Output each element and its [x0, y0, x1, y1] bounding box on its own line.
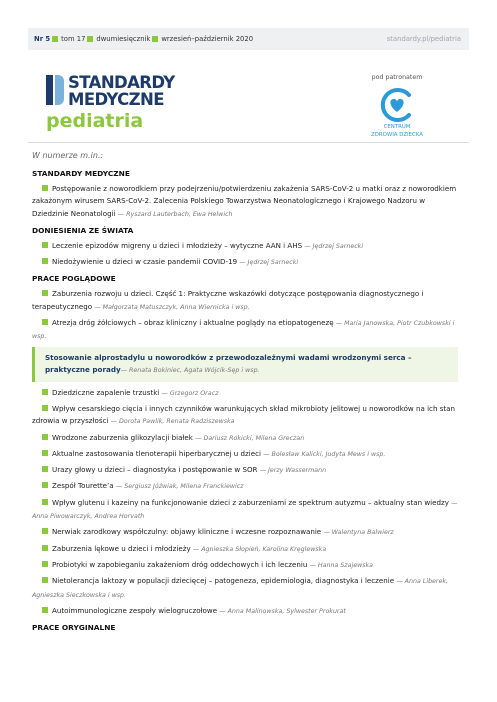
- period: wrzesień–październik 2020: [161, 35, 254, 43]
- bullet-icon: [42, 242, 48, 248]
- featured-article[interactable]: [32, 347, 458, 382]
- article-authors: — Jerzy Wassermann: [259, 467, 327, 475]
- bullet-icon: [42, 607, 48, 613]
- logo-mark-icon: [46, 75, 64, 105]
- article-entry[interactable]: [32, 432, 458, 445]
- article-title: Nietolerancja laktozy w populacji dziecięcej – patogeneza, epidemiologia, diagnostyka i leczenie: [52, 576, 397, 586]
- article-entry[interactable]: [32, 480, 458, 493]
- article-entry[interactable]: [32, 543, 458, 556]
- article-title: Leczenie epizodów migreny u dzieci i młodzieży – wytyczne AAN i AHS: [52, 240, 305, 250]
- article-authors: — Małgorzata Matuszczyk, Anna Wiernicka i wsp.: [94, 303, 250, 311]
- issue-info-bar: [28, 28, 469, 50]
- article-entry[interactable]: [32, 497, 458, 524]
- article-authors: — Grzegorz Oracz: [161, 389, 219, 397]
- article-entry[interactable]: [32, 183, 458, 221]
- bullet-icon: [87, 36, 93, 42]
- article-authors: — Maria Janowska, Piotr Czubkowski i wsp.: [32, 320, 455, 341]
- article-entry[interactable]: [32, 317, 458, 344]
- article-authors: — Anna Piwowarczyk, Andrea Horvath: [32, 499, 458, 521]
- article-title: Postępowanie z noworodkiem przy podejrzeniu/potwierdzeniu zakażenia SARS-CoV-2 u matki oraz z noworodkiem zakażonym wirusem SARS-CoV-2. Zalecenia Polskiego Towarzystwa Neonatologicznego i Krajowego Nadzoru w Dziedzinie Neonatologii: [32, 184, 457, 218]
- article-title: Zespół Tourette’a: [52, 481, 116, 491]
- patronage-label: pod patronatem: [371, 74, 423, 81]
- article-authors: — Agnieszka Słopień, Karolina Kręglewska: [192, 545, 327, 553]
- article-authors: — Jędrzej Sarnecki: [304, 242, 364, 250]
- logo-line-1: STANDARDY: [68, 73, 175, 92]
- article-authors: — Ryszard Lauterbach, Ewa Helwich: [117, 210, 233, 218]
- bullet-icon: [42, 466, 48, 472]
- bullet-icon: [42, 290, 48, 296]
- bullet-icon: [42, 528, 48, 534]
- czd-heart-logo-icon: [379, 87, 415, 123]
- volume: tom 17: [61, 35, 86, 43]
- article-entry[interactable]: [32, 464, 458, 477]
- article-title: Probiotyki w zapobieganiu zakażeniom dróg oddechowych i ich leczeniu: [52, 559, 310, 569]
- bullet-icon: [42, 405, 48, 411]
- bullet-icon: [42, 482, 48, 488]
- table-of-contents: [32, 167, 458, 635]
- bullet-icon: [42, 577, 48, 583]
- article-title: Wpływ cesarskiego cięcia i innych czynników warunkujących skład mikrobioty jelitowej u noworodków na ich stan zdrowia w przyszłości: [32, 403, 456, 426]
- bullet-icon: [42, 319, 48, 325]
- article-authors: — Anna Malinowska, Sylwester Prokurat: [219, 607, 346, 615]
- article-title: Nerwiak zarodkowy współczulny: objawy kliniczne i wczesne rozpoznawanie: [52, 527, 324, 537]
- article-entry[interactable]: [32, 403, 458, 429]
- article-title: Wpływ glutenu i kazeiny na funkcjonowanie dzieci z zaburzeniami ze spektrum autyzmu – aktualny stan wiedzy: [52, 497, 452, 507]
- article-title: Urazy głowy u dzieci – diagnostyka i postępowanie w SOR: [52, 465, 260, 475]
- article-authors: — Walentyna Balwierz: [323, 529, 394, 537]
- article-authors: — Sergiusz Jóźwiak, Milena Franckiewicz: [115, 483, 244, 491]
- article-entry[interactable]: [32, 575, 458, 602]
- bullet-icon: [42, 561, 48, 567]
- bullet-icon: [42, 389, 48, 395]
- article-title: Zaburzenia rozwoju u dzieci. Część 1: Praktyczne wskazówki dotyczące postępowania diagnostycznego i terapeutycznego: [32, 289, 424, 311]
- journal-url[interactable]: standardy.pl/pediatria: [386, 35, 461, 43]
- bullet-icon: [42, 185, 48, 191]
- journal-name: pediatria: [46, 110, 144, 132]
- logo-line-2: MEDYCZNE: [68, 90, 164, 109]
- section-heading: PRACE ORYGINALNE: [32, 623, 116, 633]
- article-entry[interactable]: [32, 559, 458, 572]
- header-divider: [28, 142, 469, 143]
- bullet-icon: [152, 36, 158, 42]
- article-entry[interactable]: [32, 256, 458, 269]
- bullet-icon: [42, 545, 48, 551]
- intro-text: W numerze m.in.:: [32, 151, 104, 160]
- section-heading: PRACE POGLĄDOWE: [32, 274, 116, 284]
- article-authors: — Jędrzej Sarnecki: [239, 259, 299, 267]
- article-entry[interactable]: [32, 288, 458, 314]
- article-authors: — Dorota Pawlik, Renata Radziszewska: [110, 418, 235, 426]
- article-authors: — Dariusz Rokicki, Milena Greczan: [195, 434, 305, 442]
- patron-org-line-1: CENTRUM: [383, 124, 411, 130]
- article-title: Stosowanie alprostadylu u noworodków z przewodozależnymi wadami wrodzonymi serca – praktyczne porady: [45, 352, 412, 374]
- article-title: Niedożywienie u dzieci w czasie pandemii COVID-19: [52, 257, 240, 267]
- issue-info: [28, 35, 253, 43]
- bullet-icon: [42, 434, 48, 440]
- article-entry[interactable]: [32, 387, 458, 400]
- article-authors: — Bolesław Kalicki, Judyta Mews i wsp.: [263, 450, 386, 458]
- article-title: Atrezja dróg żółciowych – obraz kliniczny i aktualne poglądy na etiopatogenezę: [52, 318, 336, 328]
- article-authors: — Renata Bokiniec, Agata Wójcik-Sęp i wsp.: [120, 366, 260, 374]
- bullet-icon: [42, 499, 48, 505]
- article-title: Wrodzone zaburzenia glikozylacji białek: [52, 432, 196, 442]
- issue-number: Nr 5: [34, 35, 51, 43]
- patronage: [352, 74, 442, 139]
- article-entry[interactable]: [32, 240, 458, 253]
- article-entry[interactable]: [32, 526, 458, 539]
- section-heading: STANDARDY MEDYCZNE: [32, 169, 130, 178]
- article-authors: — Hanna Szajewska: [309, 561, 374, 569]
- article-title: Autoimmunologiczne zespoły wielogruczołowe: [52, 605, 220, 615]
- article-entry[interactable]: [32, 448, 458, 461]
- article-authors: — Anna Liberek, Agnieszka Sieczkowska i wsp.: [32, 578, 449, 599]
- article-entry[interactable]: [32, 605, 458, 618]
- bullet-icon: [42, 258, 48, 264]
- article-title: Zaburzenia lękowe u dzieci i młodzieży: [52, 543, 193, 553]
- article-title: Dziedziczne zapalenie trzustki: [52, 387, 162, 397]
- bullet-icon: [52, 36, 58, 42]
- standardy-medyczne-logo: [46, 73, 246, 109]
- section-heading: DONIESIENIA ZE ŚWIATA: [32, 225, 134, 235]
- frequency: dwumiesięcznik: [96, 35, 151, 43]
- article-title: Aktualne zastosowania tlenoterapii hiperbarycznej u dzieci: [52, 448, 264, 458]
- bullet-icon: [42, 450, 48, 456]
- patron-org-line-2: ZDROWIA DZIECKA: [371, 132, 423, 138]
